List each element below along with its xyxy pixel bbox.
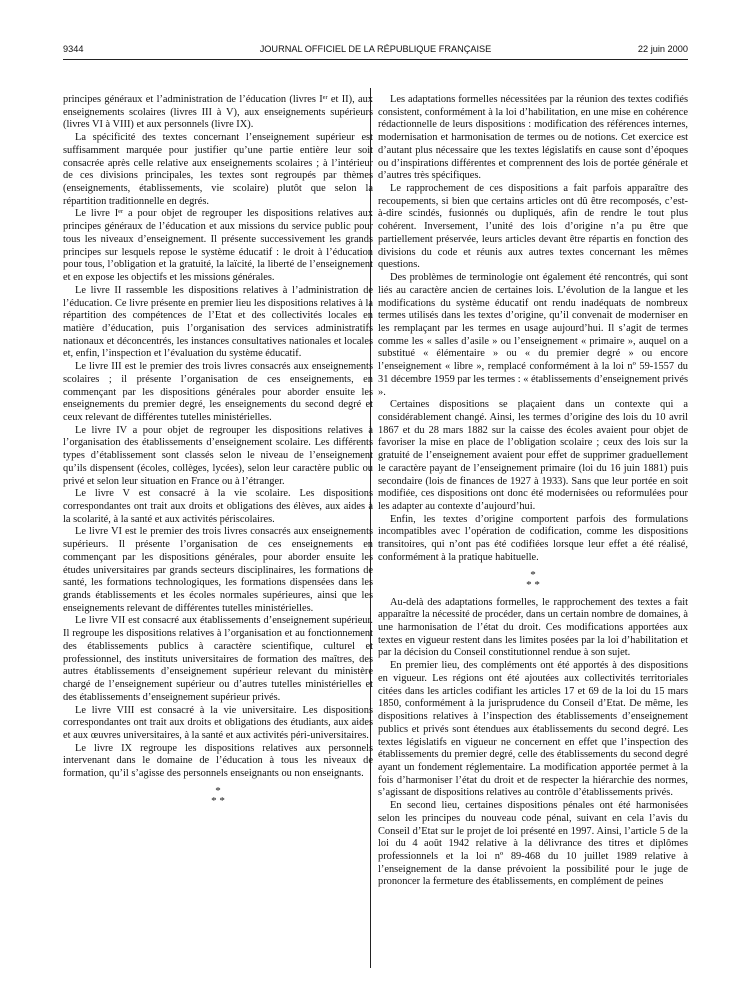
paragraph: principes généraux et l’administration de l’éducation (livres Iᵉʳ et II), aux enseignements scolaires (livres III à V), aux enseignements supérieurs (livres VI à VIII) et aux personnels (livre IX).: [63, 94, 373, 131]
separator-star-top: *: [215, 784, 221, 797]
section-separator: [63, 786, 373, 806]
paragraph: La spécificité des textes concernant l’enseignement supérieur est suffisamment marquée pour justifier qu’une partie entière leur soit consacrée après celle relative aux enseignements scolaires ; à l’intérieur de ces divisions principales, les textes sont regroupés par thèmes (enseignements, établissements, vie scolaire) plutôt que selon la répartition traditionnelle en degrés.: [63, 132, 373, 207]
separator-star-top: *: [530, 568, 536, 581]
page-header: [63, 44, 688, 58]
header-rule: [63, 59, 688, 60]
paragraph: Au-delà des adaptations formelles, le rapprochement des textes a fait apparaître la nécessité de procéder, dans un certain nombre de domaines, à une harmonisation de l’état du droit. Ces modifications apportées aux textes en vigueur restent dans les limites posées par la loi d’habilitation et par la décision du Conseil constitutionnel rendue à son sujet.: [378, 596, 688, 659]
paragraph: En second lieu, certaines dispositions pénales ont été harmonisées selon les principes du nouveau code pénal, suivant en cela l’avis du Conseil d’Etat sur le projet de loi présenté en 1997. Ainsi, l’article 5 de la loi du 4 août 1942 relative à la délivrance des titres et diplômes professionnels et la loi nº 89-468 du 10 juillet 1989 relative à l’enseignement de la danse prévoient la possibilité pour le juge de prononcer la fermeture des établissements, en complément de peines: [378, 800, 688, 888]
paragraph: Le livre VI est le premier des trois livres consacrés aux enseignements supérieurs. Il présente l’organisation de ces enseignements en commençant par les dispositions générales, pour aborder ensuite les études universitaires par grands secteurs disciplinaires, les formations de santé, les formations technologiques, les formations dispensées dans les grands établissements et les écoles normales supérieures, ainsi que les enseignements relevant de différentes tutelles ministérielles.: [63, 526, 373, 614]
paragraph: Le rapprochement de ces dispositions a fait parfois apparaître des recoupements, si bien que certains articles ont dû être recomposés, c’est-à-dire scindés, fusionnés ou dupliqués, afin de rendre le tout plus cohérent. Inversement, l’unité des lois d’origine n’a pu être que partiellement préservée, leurs articles devant être répartis en fonction des divisions du code et réunis aux autres textes concernant les mêmes questions.: [378, 183, 688, 271]
page-number: 9344: [63, 44, 84, 54]
issue-date: 22 juin 2000: [637, 44, 688, 54]
paragraph: Le livre III est le premier des trois livres consacrés aux enseignements scolaires ; il présente l’organisation de ces enseignements, en commençant par les dispositions générales pour aborder ensuite les enseignements du premier degré, les enseignements du second degré et ceux relevant de différentes tutelles ministérielles.: [63, 361, 373, 423]
section-separator: [378, 570, 688, 590]
separator-star-bottom: * *: [526, 578, 540, 591]
paragraph: Le livre VIII est consacré à la vie universitaire. Les dispositions correspondantes ont trait aux droits et obligations des étudiants, aux aides et aux œuvres universitaires, à la santé et aux activités péri-universitaires.: [63, 704, 373, 741]
paragraph: Enfin, les textes d’origine comportent parfois des formulations incompatibles avec l’opération de codification, comme les dispositions transitoires, qui n’ont pas été codifiées lorsque leur effet a été réalisé, conformément à la pratique habituelle.: [378, 513, 688, 563]
journal-title: JOURNAL OFFICIEL DE LA RÉPUBLIQUE FRANÇAISE: [259, 44, 492, 54]
paragraph: En premier lieu, des compléments ont été apportés à des dispositions en vigueur. Les régions ont été ajoutées aux collectivités territoriales citées dans les articles codifiant les articles 17 et 69 de la loi du 15 mars 1850, conformément à la jurisprudence du Conseil d’Etat. De même, les dispositions relatives à l’inspection des établissements d’enseignement publics et privés sont étendues aux établissements du second degré. Les textes législatifs en vigueur ne concernent en effet que l’inspection des établissements du premier degré, celle des établissements du second degré ayant un fondement réglementaire. La modification apportée permet à la fois d’harmoniser l’état du droit et de respecter la hiérarchie des normes, s’agissant de dispositions relatives au contrôle d’établissements privés.: [378, 660, 688, 799]
paragraph: Les adaptations formelles nécessitées par la réunion des textes codifiés consistent, conformément à la loi d’habilitation, en une mise en cohérence rédactionnelle de leurs dispositions : modification des références internes, modernisation et harmonisation de termes ou de notions. Cet exercice est d’autant plus nécessaire que les textes législatifs en cause sont d’époques ou d’inspirations différentes et comprennent des lois de portée générale et d’autres très spécifiques.: [378, 94, 688, 182]
paragraph: Le livre IX regroupe les dispositions relatives aux personnels intervenant dans le domaine de l’éducation à tous les niveaux de formation, qu’il s’agisse des personnels enseignants ou non enseignants.: [63, 742, 373, 780]
right-column: [378, 94, 688, 889]
paragraph: Le livre IV a pour objet de regrouper les dispositions relatives à l’organisation des établissements d’enseignement scolaire. Les différents types d’établissement sont classés selon le niveau de l’enseignement qu’ils dispensent (écoles, collèges, lycées), selon leur caractère public ou privé et selon leur situation en France ou à l’étranger.: [63, 424, 373, 487]
paragraph: Certaines dispositions se plaçaient dans un contexte qui a considérablement changé. Ainsi, les termes d’origine des lois du 10 avril 1867 et du 28 mars 1882 sur la caisse des écoles avaient pour objet de favoriser la mise en place de l’obligation scolaire ; ceux des lois sur la gratuité de l’enseignement avaient pour effet de supprimer graduellement le caractère payant de l’enseignement primaire (loi du 16 juin 1881) puis secondaire (lois de finances de 1927 à 1933). Sans que leur portée en soit modifiée, ces dispositions ont donc été modernisées ou reformulées pour les adapter au contexte d’aujourd’hui.: [378, 399, 688, 512]
paragraph: Le livre Iᵉʳ a pour objet de regrouper les dispositions relatives aux principes généraux de l’éducation et aux missions du service public pour tous les niveaux d’enseignement. Il présente successivement les grands principes sur lesquels repose le système éducatif : le droit à l’éducation pour tous, l’obligation et la gratuité, la laïcité, la liberté de l’enseignement et en expose les objectifs et les missions générales.: [63, 208, 373, 284]
left-column: [63, 94, 373, 813]
separator-star-bottom: * *: [211, 794, 225, 807]
paragraph: Le livre VII est consacré aux établissements d’enseignement supérieur. Il regroupe les dispositions relatives à l’organisation et au fonctionnement des établissements publics à caractère scientifique, culturel et professionnel, des instituts universitaires de formation des maîtres, des autres établissements d’enseignement supérieur relevant du ministère chargé de l’enseignement supérieur ou d’autres tutelles ministérielles et des établissements d’enseignement supérieur privés.: [63, 615, 373, 703]
paragraph: Des problèmes de terminologie ont également été rencontrés, qui sont liés au caractère ancien de certaines lois. L’évolution de la langue et les modifications du système éducatif ont rendu inadéquats de nombreux termes utilisés dans les textes d’origine, qu’il convenait de moderniser en les remplaçant par les termes en usage aujourd’hui. Il s’agit de termes comme les « salles d’asile » ou l’enseignement « primaire », auquel on a substitué « élémentaire » ou « du premier degré » ou encore l’enseignement « libre », remplacé conformément à la loi nº 59-1557 du 31 décembre 1959 par les termes : « établissements d’enseignement privés ».: [378, 272, 688, 398]
paragraph: Le livre II rassemble les dispositions relatives à l’administration de l’éducation. Ce livre présente en premier lieu les dispositions relatives à la répartition des compétences de l’Etat et des collectivités locales en matière d’éducation, puis l’organisation des services administratifs nationaux et déconcentrés, les instances consultatives nationales et locales et, enfin, l’inspection et l’évaluation du système éducatif.: [63, 284, 373, 360]
paragraph: Le livre V est consacré à la vie scolaire. Les dispositions correspondantes ont trait aux droits et obligations des élèves, aux aides à la scolarité, à la santé et aux activités périscolaires.: [63, 488, 373, 525]
